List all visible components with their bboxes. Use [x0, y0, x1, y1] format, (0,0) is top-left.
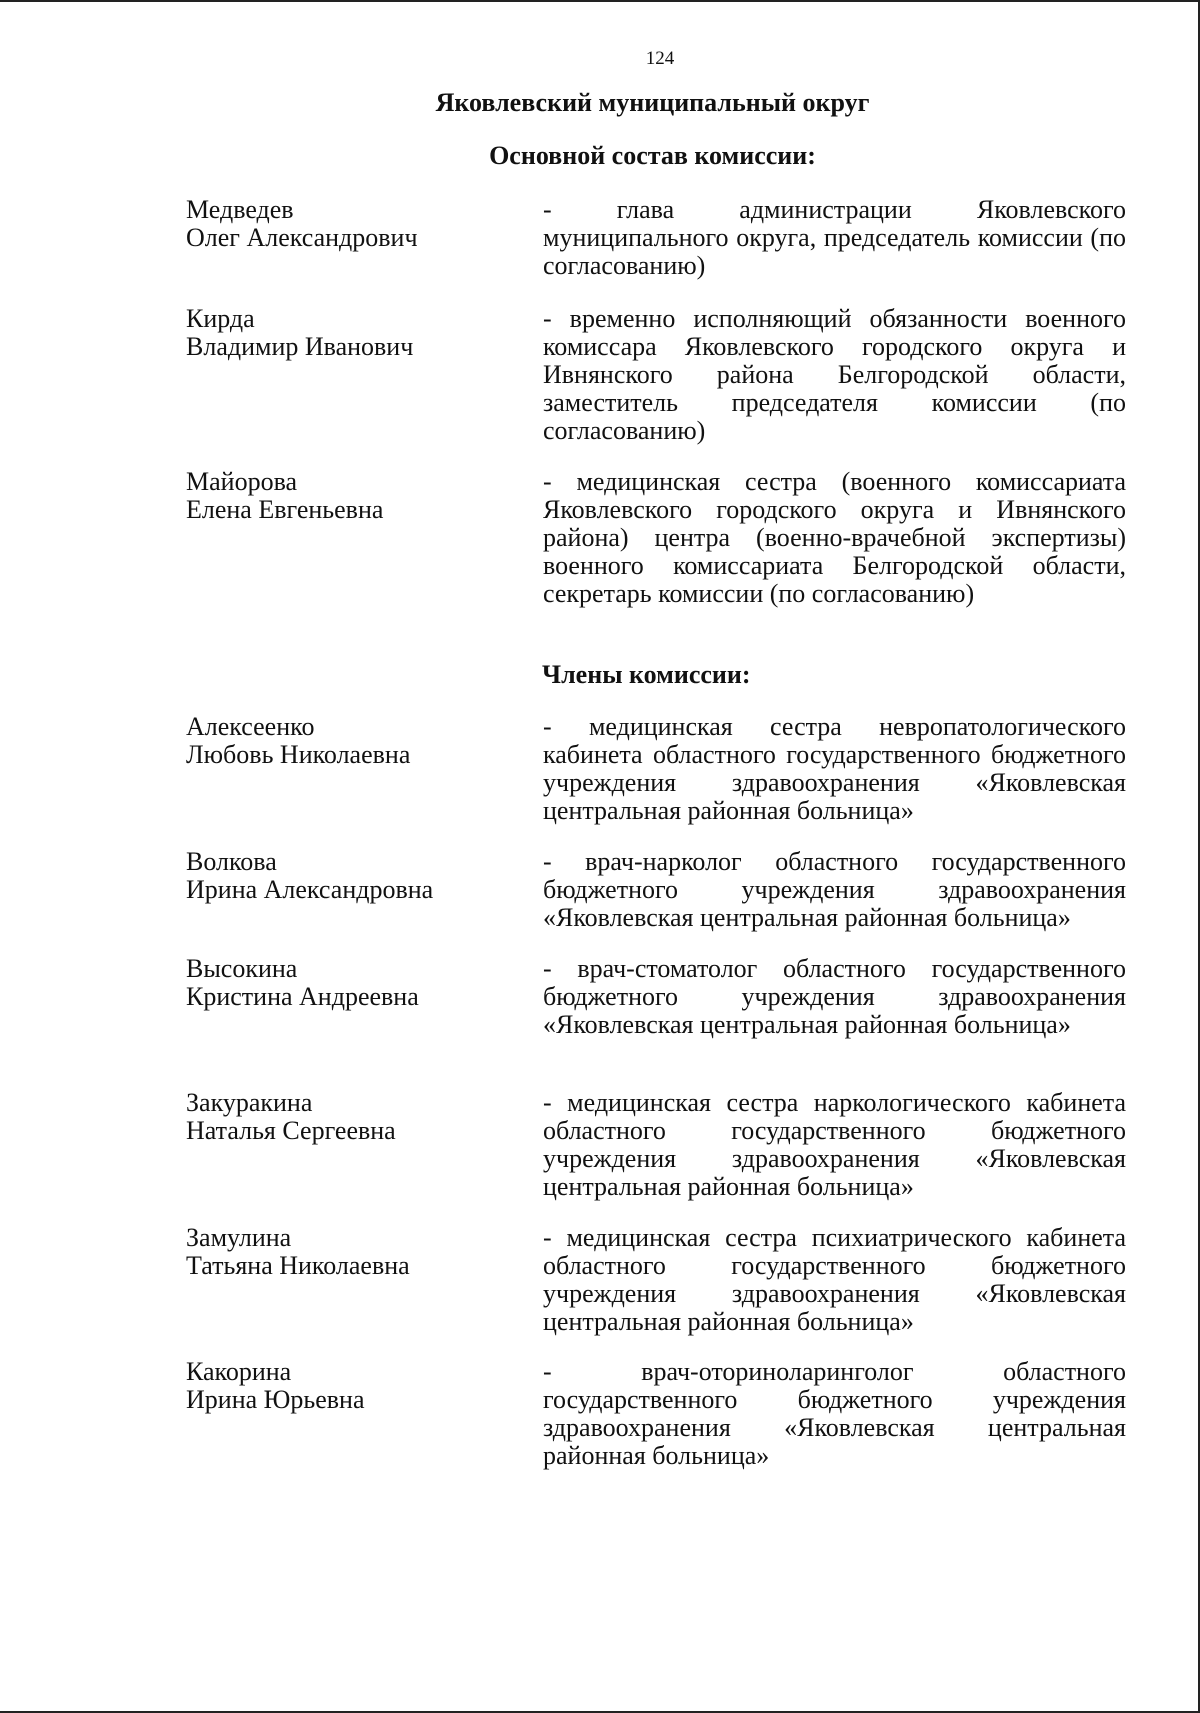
member-name	[186, 1224, 516, 1280]
member-surname: Медведев	[186, 195, 294, 224]
member-name	[186, 713, 516, 769]
member-first-names: Владимир Иванович	[186, 332, 414, 361]
member-first-names: Ирина Юрьевна	[186, 1385, 365, 1414]
member-first-names: Татьяна Николаевна	[186, 1251, 410, 1280]
member-name	[186, 468, 516, 524]
member-role: - медицинская сестра психиатрического кабинета областного государственного бюджетного учреждения здравоохранения «Яковлевская центральная районная больница»	[543, 1223, 1126, 1336]
member-first-names: Ирина Александровна	[186, 875, 434, 904]
page-number: 124	[645, 48, 675, 69]
members-heading: Члены комиссии:	[542, 660, 751, 689]
member-first-names: Кристина Андреевна	[186, 982, 419, 1011]
member-role: - врач-оториноларинголог областного государственного бюджетного учреждения здравоохранения «Яковлевская центральная районная больница»	[543, 1357, 1126, 1470]
member-role: - врач-нарколог областного государственного бюджетного учреждения здравоохранения «Яковлевская центральная районная больница»	[543, 847, 1126, 932]
member-name	[186, 305, 516, 361]
member-role: - глава администрации Яковлевского муниципального округа, председатель комиссии (по согласованию)	[543, 195, 1126, 280]
member-name	[186, 1358, 516, 1414]
member-role: - медицинская сестра невропатологического кабинета областного государственного бюджетного учреждения здравоохранения «Яковлевская центральная районная больница»	[543, 712, 1126, 825]
member-role: - врач-стоматолог областного государственного бюджетного учреждения здравоохранения «Яковлевская центральная районная больница»	[543, 954, 1126, 1039]
member-role: - медицинская сестра наркологического кабинета областного государственного бюджетного учреждения здравоохранения «Яковлевская центральная районная больница»	[543, 1088, 1126, 1201]
member-role: - временно исполняющий обязанности военного комиссара Яковлевского городского округа и Ивнянского района Белгородской области, заместитель председателя комиссии (по согласованию)	[543, 304, 1126, 445]
member-surname: Какорина	[186, 1357, 292, 1386]
member-surname: Кирда	[186, 304, 255, 333]
member-name	[186, 848, 516, 904]
member-surname: Замулина	[186, 1223, 292, 1252]
member-role: - медицинская сестра (военного комиссариата Яковлевского городского округа и Ивнянского района) центра (военно-врачебной экспертизы) военного комиссариата Белгородской области, секретарь комиссии (по согласованию)	[543, 467, 1126, 608]
member-surname: Алексеенко	[186, 712, 315, 741]
district-title: Яковлевский муниципальный округ	[435, 88, 870, 117]
main-composition-heading: Основной состав комиссии:	[489, 141, 816, 170]
member-surname: Волкова	[186, 847, 277, 876]
member-name	[186, 196, 516, 252]
member-first-names: Любовь Николаевна	[186, 740, 411, 769]
member-surname: Майорова	[186, 467, 298, 496]
member-surname: Закуракина	[186, 1088, 313, 1117]
member-first-names: Елена Евгеньевна	[186, 495, 384, 524]
member-name	[186, 955, 516, 1011]
member-surname: Высокина	[186, 954, 298, 983]
member-first-names: Наталья Сергеевна	[186, 1116, 396, 1145]
member-first-names: Олег Александрович	[186, 223, 418, 252]
member-name	[186, 1089, 516, 1145]
